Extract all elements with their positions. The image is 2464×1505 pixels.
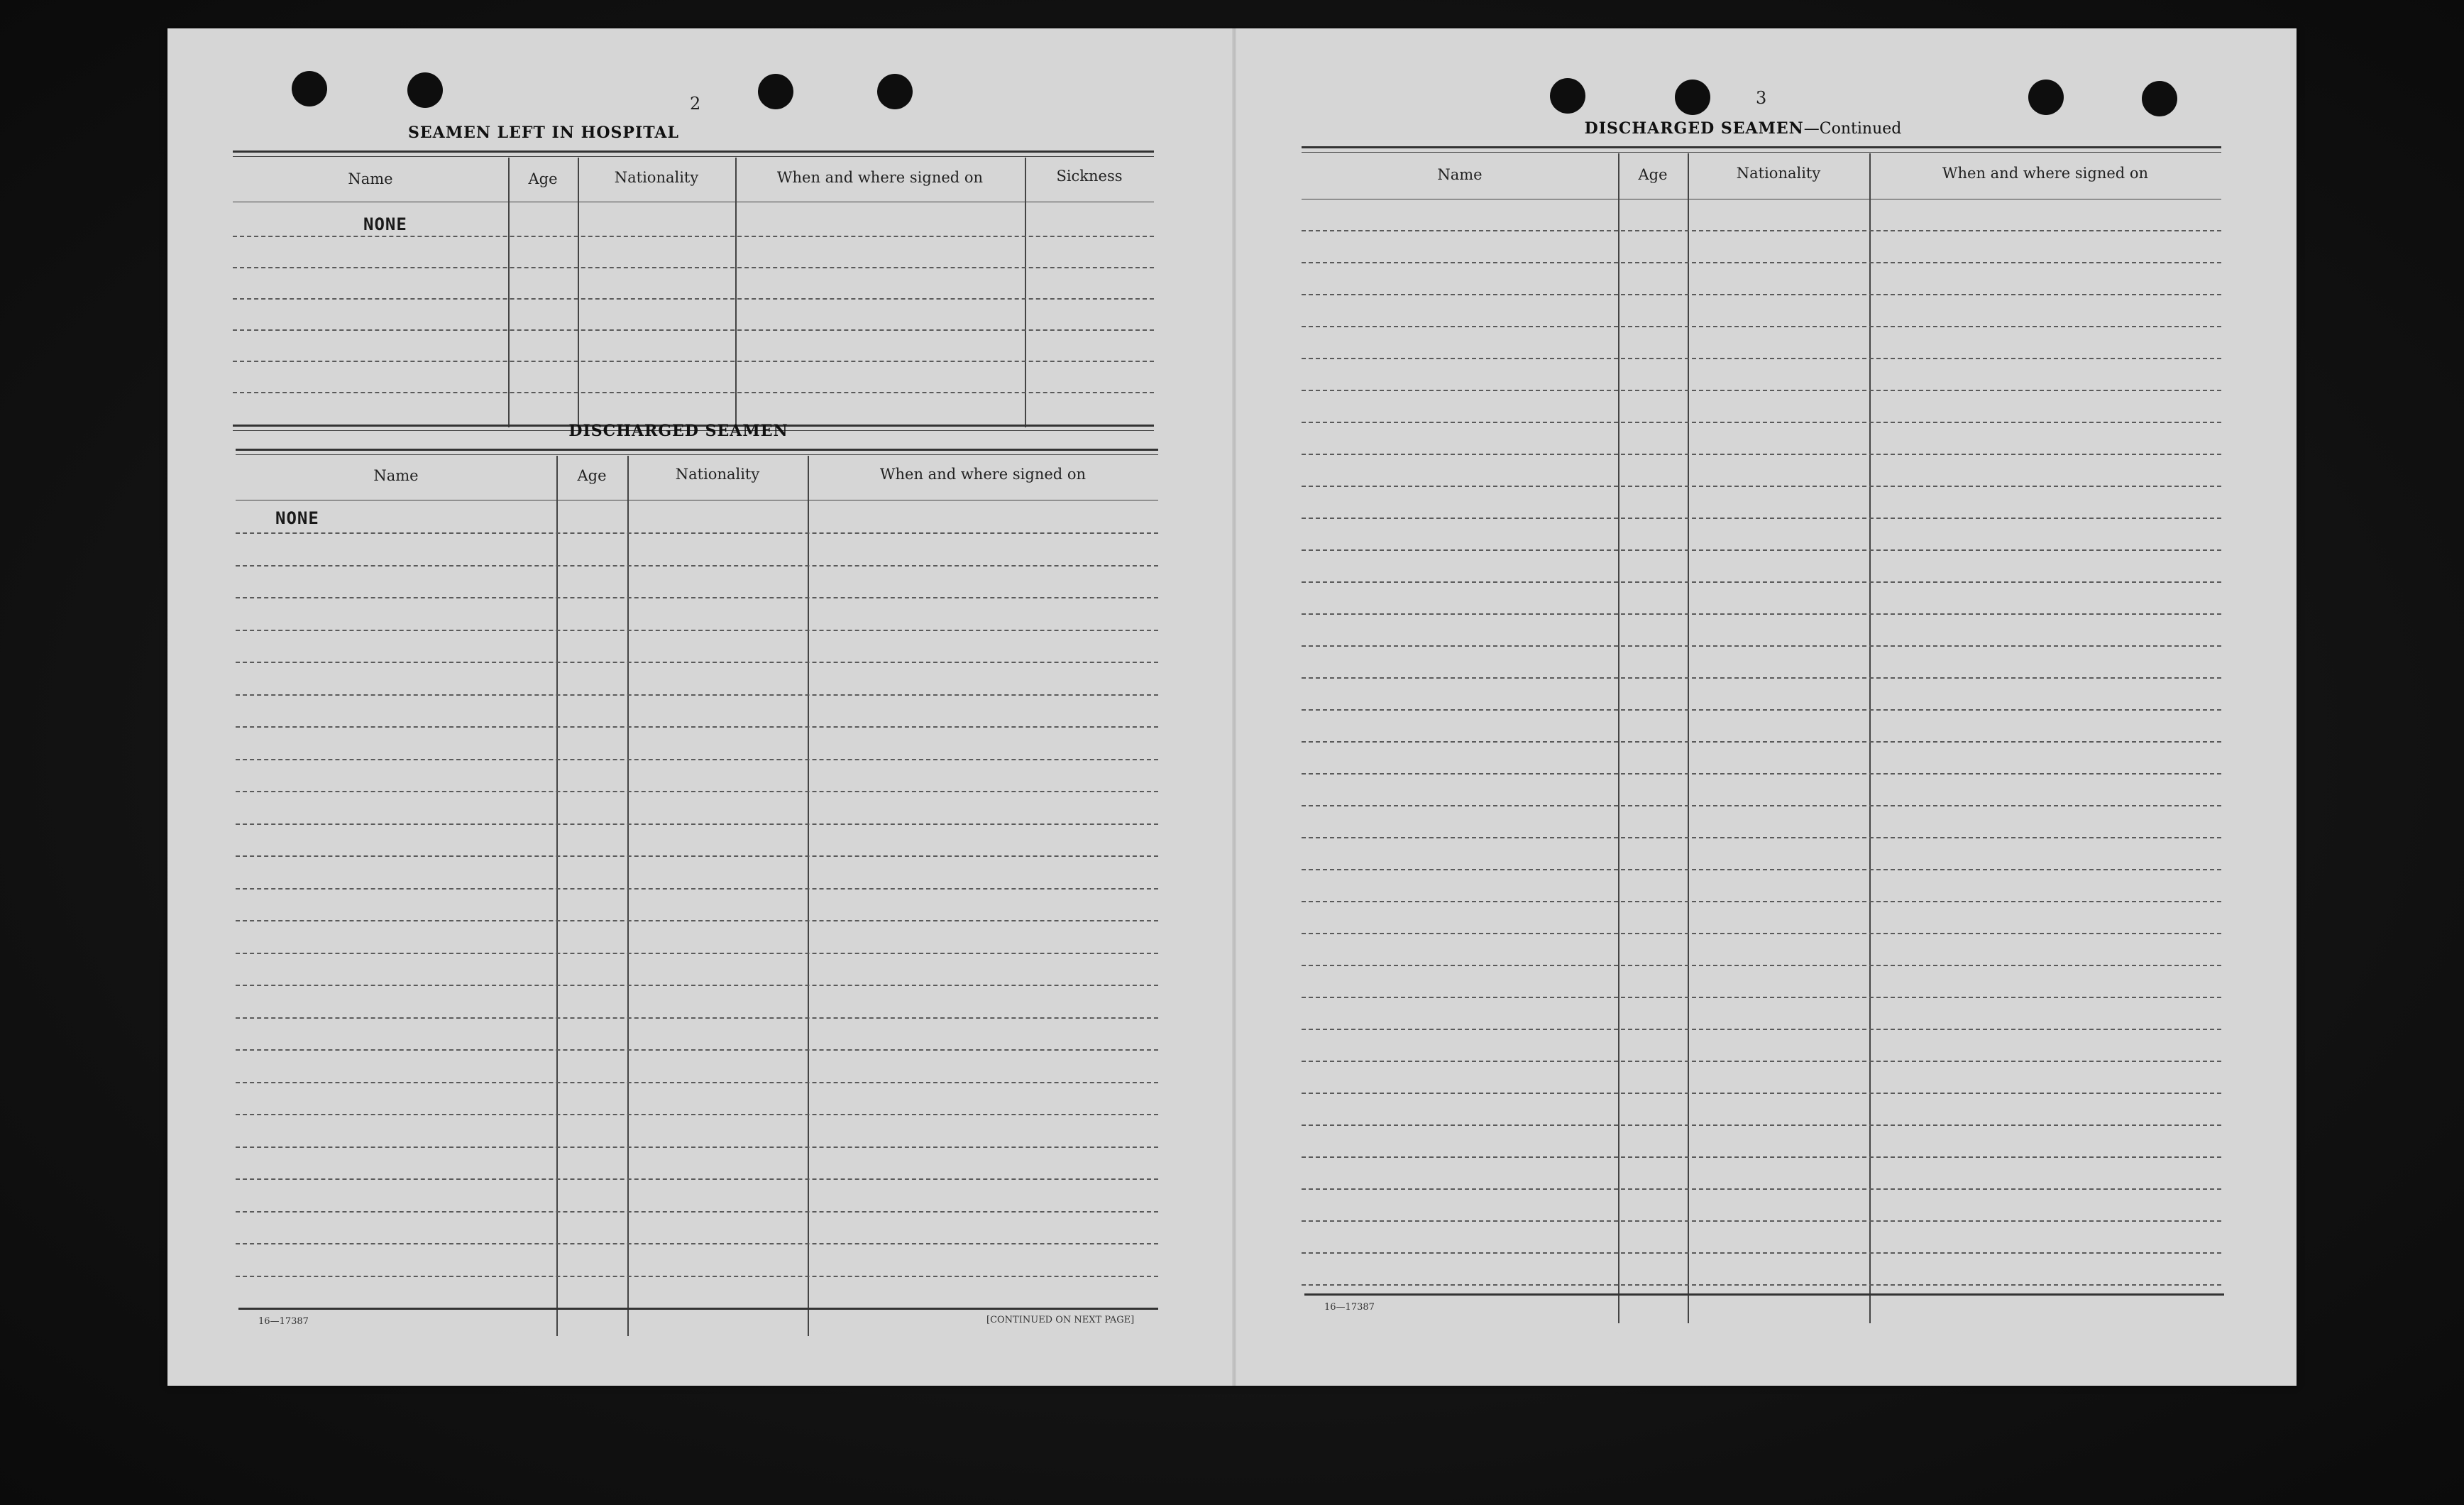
- discharged-continued-suffix: —Continued: [1803, 120, 1902, 138]
- col-divider: [578, 158, 579, 427]
- table-row-line: [1302, 581, 2221, 583]
- form-number-left: 16—17387: [258, 1316, 309, 1327]
- discharged-section-title: DISCHARGED SEAMEN: [568, 422, 788, 440]
- table-row-line: [1302, 358, 2221, 359]
- discharged-col-nationality: Nationality: [675, 466, 760, 483]
- table-row-line: [236, 823, 1158, 825]
- hospital-row-line: [233, 236, 1154, 237]
- punch-hole: [407, 72, 443, 108]
- page-fold: [1232, 28, 1236, 1386]
- hospital-col-sickness: Sickness: [1056, 168, 1123, 185]
- discharged-col-age: Age: [577, 467, 607, 484]
- punch-hole: [292, 71, 327, 106]
- right-top-rule: [1302, 146, 2221, 148]
- table-row-line: [236, 1082, 1158, 1083]
- table-row-line: [1302, 390, 2221, 391]
- punch-hole: [758, 74, 793, 109]
- table-row-line: [1302, 294, 2221, 295]
- table-row-line: [1302, 709, 2221, 711]
- punch-hole: [2142, 81, 2177, 116]
- table-row-line: [1302, 486, 2221, 487]
- hospital-row-line: [233, 267, 1154, 268]
- table-row-line: [236, 1276, 1158, 1277]
- right-col-name: Name: [1437, 166, 1483, 183]
- col-divider: [735, 158, 737, 427]
- punch-hole: [2028, 80, 2064, 115]
- right-bottom-rule: [1304, 1293, 2224, 1296]
- table-row-line: [1302, 326, 2221, 327]
- hospital-col-name: Name: [348, 170, 393, 187]
- table-row-line: [236, 985, 1158, 986]
- discharged-continued-main: DISCHARGED SEAMEN: [1584, 119, 1804, 138]
- table-row-line: [236, 1146, 1158, 1148]
- table-row-line: [236, 532, 1158, 534]
- hospital-row-line: [233, 392, 1154, 393]
- punch-hole: [1550, 78, 1585, 114]
- table-row-line: [1302, 230, 2221, 231]
- table-row-line: [1302, 1252, 2221, 1254]
- table-row-line: [236, 630, 1158, 631]
- table-row-line: [236, 920, 1158, 921]
- discharged-entry-none: NONE: [275, 508, 319, 528]
- table-row-line: [236, 1049, 1158, 1051]
- continued-note: [CONTINUED ON NEXT PAGE]: [986, 1315, 1135, 1325]
- right-col-age: Age: [1638, 166, 1668, 183]
- table-row-line: [1302, 901, 2221, 902]
- table-row-line: [236, 1211, 1158, 1213]
- table-row-line: [236, 694, 1158, 696]
- document-sheet: [167, 28, 2297, 1386]
- table-row-line: [1302, 1188, 2221, 1190]
- table-row-line: [1302, 677, 2221, 679]
- hospital-row-line: [233, 329, 1154, 331]
- table-row-line: [1302, 1061, 2221, 1062]
- punch-hole: [877, 74, 913, 109]
- table-row-line: [1302, 965, 2221, 966]
- table-row-line: [1302, 773, 2221, 775]
- table-row-line: [1302, 613, 2221, 615]
- right-col-signed-on: When and where signed on: [1942, 165, 2149, 182]
- table-row-line: [1302, 1029, 2221, 1030]
- col-divider: [1869, 153, 1871, 1323]
- hospital-top-rule: [233, 150, 1154, 153]
- discharged-top-rule: [236, 449, 1158, 451]
- table-row-line: [236, 855, 1158, 857]
- col-divider: [627, 456, 629, 1336]
- table-row-line: [1302, 422, 2221, 423]
- page-number-right: 3: [1756, 88, 1767, 108]
- table-row-line: [1302, 869, 2221, 870]
- table-row-line: [1302, 518, 2221, 519]
- table-row-line: [1302, 837, 2221, 838]
- hospital-section-title: SEAMEN LEFT IN HOSPITAL: [408, 124, 679, 142]
- table-row-line: [236, 1114, 1158, 1115]
- table-row-line: [236, 565, 1158, 567]
- table-row-line: [1302, 1220, 2221, 1222]
- page-number-left: 2: [690, 94, 701, 114]
- col-divider: [1688, 153, 1689, 1323]
- table-row-line: [1302, 454, 2221, 455]
- table-row-line: [1302, 805, 2221, 806]
- table-row-line: [236, 759, 1158, 760]
- discharged-continued-title: [1573, 119, 1913, 138]
- col-divider: [1025, 158, 1026, 427]
- hospital-entry-none: NONE: [363, 214, 407, 234]
- table-row-line: [1302, 1284, 2221, 1286]
- hospital-row-line: [233, 298, 1154, 300]
- table-row-line: [1302, 1156, 2221, 1158]
- col-divider: [808, 456, 809, 1336]
- hospital-row-line: [233, 361, 1154, 362]
- table-row-line: [1302, 1124, 2221, 1126]
- table-row-line: [236, 888, 1158, 890]
- table-row-line: [1302, 933, 2221, 934]
- table-row-line: [236, 1243, 1158, 1244]
- discharged-col-signed-on: When and where signed on: [879, 466, 1087, 483]
- table-row-line: [236, 1017, 1158, 1019]
- table-row-line: [1302, 262, 2221, 263]
- table-row-line: [1302, 549, 2221, 551]
- col-divider: [508, 158, 510, 427]
- discharged-top-rule-2: [236, 454, 1158, 455]
- col-divider: [556, 456, 558, 1336]
- hospital-col-signed-on: When and where signed on: [776, 169, 984, 186]
- hospital-col-nationality: Nationality: [614, 169, 699, 186]
- right-col-nationality: Nationality: [1736, 165, 1821, 182]
- right-top-rule-2: [1302, 152, 2221, 153]
- table-row-line: [1302, 997, 2221, 998]
- table-row-line: [236, 662, 1158, 663]
- table-row-line: [236, 791, 1158, 792]
- col-divider: [1618, 153, 1619, 1323]
- table-row-line: [236, 953, 1158, 954]
- discharged-bottom-rule: [238, 1308, 1158, 1310]
- table-row-line: [236, 597, 1158, 598]
- table-row-line: [236, 726, 1158, 728]
- discharged-col-name: Name: [373, 467, 419, 484]
- table-row-line: [1302, 1093, 2221, 1094]
- punch-hole: [1675, 80, 1710, 115]
- hospital-top-rule-2: [233, 156, 1154, 157]
- hospital-col-age: Age: [528, 170, 558, 187]
- table-row-line: [236, 1178, 1158, 1180]
- table-row-line: [1302, 741, 2221, 743]
- table-row-line: [1302, 645, 2221, 647]
- form-number-right: 16—17387: [1324, 1302, 1375, 1313]
